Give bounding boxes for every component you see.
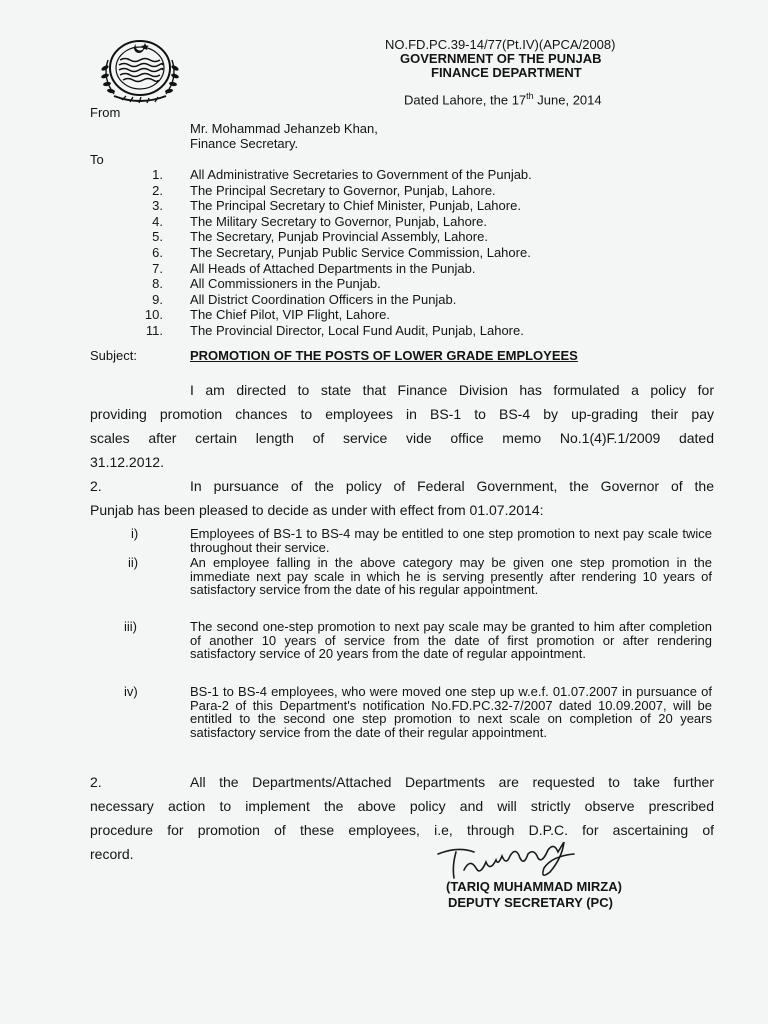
reference-number: NO.FD.PC.39-14/77(Pt.IV)(APCA/2008) (385, 37, 616, 52)
recipient-text: All District Coordination Officers in the Punjab. (190, 291, 457, 307)
clause-text: The second one-step promotion to next pay scale may be granted to him after completion of another 10 years of service from the date of first promotion or after rendering satisfactory service of 20 years from the date of regular appointment. (190, 619, 712, 661)
recipient-number: 2. (152, 182, 163, 198)
recipient-text: The Principal Secretary to Chief Minister, Punjab, Lahore. (190, 198, 521, 214)
para1-line: providing promotion chances to employees in BS-1 to BS-4 by up-grading their pay (90, 406, 714, 422)
para1-line: 31.12.2012. (90, 454, 164, 470)
date-prefix: Dated Lahore, the 17 (404, 92, 527, 108)
punjab-emblem-icon (92, 30, 188, 108)
date-ordinal: th (526, 91, 534, 101)
recipient-text: All Administrative Secretaries to Government of the Punjab. (190, 167, 532, 182)
para2-line: In pursuance of the policy of Federal Government, the Governor of the (190, 478, 714, 494)
signatory-designation: DEPUTY SECRETARY (PC) (448, 895, 613, 910)
recipient-number: 6. (152, 245, 163, 260)
date-suffix: June, 2014 (533, 92, 602, 108)
clause-number: iii) (124, 619, 137, 634)
recipient-number: 7. (152, 260, 163, 276)
recipient-text: All Heads of Attached Departments in the Punjab. (190, 260, 476, 276)
clause-number: iv) (124, 684, 138, 699)
signatory-name: (TARIQ MUHAMMAD MIRZA) (446, 879, 622, 894)
recipient-text: All Commissioners in the Punjab. (190, 276, 381, 292)
handwritten-signature-icon (434, 842, 634, 882)
recipient-number: 1. (152, 167, 163, 182)
recipient-text: The Military Secretary to Governor, Punjab, Lahore. (190, 213, 487, 229)
recipient-number: 3. (152, 198, 163, 214)
recipient-number: 10. (144, 307, 163, 323)
recipient-text: The Provincial Director, Local Fund Audit, Punjab, Lahore. (190, 323, 524, 338)
recipient-text: The Chief Pilot, VIP Flight, Lahore. (190, 307, 390, 323)
department-heading: FINANCE DEPARTMENT (431, 65, 582, 80)
para2-number: 2. (90, 478, 102, 494)
para3-line: procedure for promotion of these employees, i.e, through D.P.C. for ascertaining of (90, 822, 714, 838)
recipient-number: 11. (145, 323, 163, 338)
clause-text: An employee falling in the above category may be given one step promotion in the immediate next pay scale in which he is serving presently after rendering 10 years of satisfactory service from the date of his regular appointment. (190, 555, 712, 597)
para1-line: scales after certain length of service vide office memo No.1(4)F.1/2009 dated (90, 430, 714, 446)
para3-line: All the Departments/Attached Departments are requested to take further (190, 774, 714, 790)
para1-line: I am directed to state that Finance Division has formulated a policy for (190, 382, 714, 398)
clause-number: ii) (128, 555, 139, 570)
clause-number: i) (131, 526, 139, 541)
para3-line: record. (90, 846, 134, 862)
to-label: To (90, 152, 104, 167)
from-label: From (90, 105, 121, 120)
clause-text: BS-1 to BS-4 employees, who were moved one step up w.e.f. 01.07.2007 in pursuance of Para-2 of this Department's notification No.FD.PC.32-7/2007 dated 10.09.2007, will be entitled to the second one step promotion to next scale on completion of 20 years satisfactory service from the date of their regular appointment. (190, 684, 712, 740)
recipient-text: The Secretary, Punjab Provincial Assembly, Lahore. (190, 229, 488, 245)
recipient-number: 4. (152, 213, 163, 229)
sender-name: Mr. Mohammad Jehanzeb Khan, (190, 121, 378, 136)
date-line (404, 89, 602, 107)
recipient-number: 9. (152, 291, 163, 307)
clause-text: Employees of BS-1 to BS-4 may be entitled to one step promotion to next pay scale twice throughout their service. (190, 526, 712, 555)
recipient-text: The Principal Secretary to Governor, Punjab, Lahore. (190, 182, 496, 198)
recipient-number: 8. (152, 276, 163, 292)
recipient-number: 5. (152, 229, 163, 245)
subject-text: PROMOTION OF THE POSTS OF LOWER GRADE EMPLOYEES (190, 348, 578, 363)
para3-line: necessary action to implement the above policy and will strictly observe prescribed (90, 798, 714, 814)
para3-number: 2. (90, 774, 102, 790)
government-heading: GOVERNMENT OF THE PUNJAB (400, 51, 602, 66)
sender-title: Finance Secretary. (190, 136, 299, 151)
subject-label: Subject: (90, 348, 137, 363)
para2-line: Punjab has been pleased to decide as under with effect from 01.07.2014: (90, 502, 544, 518)
recipient-text: The Secretary, Punjab Public Service Commission, Lahore. (190, 245, 531, 260)
